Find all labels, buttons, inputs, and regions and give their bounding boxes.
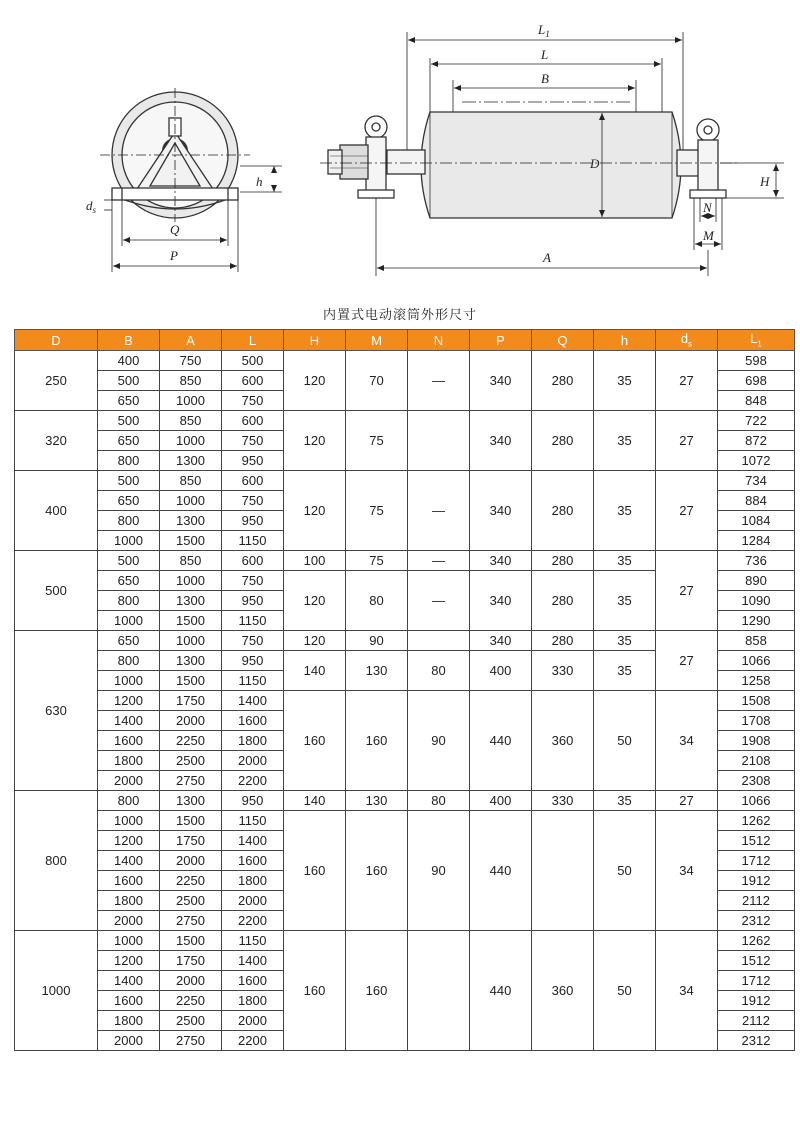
cell-d: 1000 [15, 931, 98, 1051]
cell-b: 650 [98, 491, 160, 511]
cell-l1: 890 [718, 571, 795, 591]
cell-a: 2250 [160, 731, 222, 751]
cell-q: 360 [532, 691, 594, 791]
label-ds: $d_s$ [86, 198, 97, 215]
roller-drawing [0, 0, 800, 300]
cell-h: 160 [284, 691, 346, 791]
cell-b: 1200 [98, 691, 160, 711]
cell-l1: 2108 [718, 751, 795, 771]
cell-b: 650 [98, 631, 160, 651]
table-row [15, 811, 795, 831]
header-m: M [346, 330, 408, 351]
cell-h: 35 [594, 651, 656, 691]
cell-l: 750 [222, 391, 284, 411]
cell-l: 2000 [222, 891, 284, 911]
cell-l1: 1090 [718, 591, 795, 611]
cell-b: 1400 [98, 971, 160, 991]
cell-l: 600 [222, 371, 284, 391]
cell-b: 1200 [98, 951, 160, 971]
cell-a: 2000 [160, 971, 222, 991]
cell-l: 600 [222, 411, 284, 431]
cell-q: 280 [532, 351, 594, 411]
cell-l1: 598 [718, 351, 795, 371]
cell-a: 1000 [160, 571, 222, 591]
label-h: h [256, 174, 263, 189]
cell-n: — [408, 351, 470, 411]
cell-b: 500 [98, 551, 160, 571]
cell-n [408, 931, 470, 1051]
cell-m: 130 [346, 651, 408, 691]
cell-b: 500 [98, 411, 160, 431]
cell-l: 750 [222, 431, 284, 451]
cell-l: 2000 [222, 1011, 284, 1031]
cell-ds: 27 [656, 471, 718, 551]
cell-a: 2250 [160, 871, 222, 891]
cell-l1: 1912 [718, 871, 795, 891]
cell-m: 130 [346, 791, 408, 811]
label-d: D [590, 156, 600, 171]
cell-h: 35 [594, 411, 656, 471]
cell-q: 280 [532, 471, 594, 551]
cell-n: 90 [408, 691, 470, 791]
label-l: L [541, 47, 549, 62]
header-h-lower: h [594, 330, 656, 351]
dimension-table [14, 329, 795, 1051]
cell-l: 1400 [222, 831, 284, 851]
cell-h: 120 [284, 631, 346, 651]
cell-l: 1400 [222, 951, 284, 971]
cell-p: 340 [470, 471, 532, 551]
cell-n: — [408, 551, 470, 571]
cell-h: 50 [594, 811, 656, 931]
cell-n: 80 [408, 791, 470, 811]
cell-l: 1150 [222, 671, 284, 691]
cell-l1: 1284 [718, 531, 795, 551]
cell-b: 800 [98, 511, 160, 531]
cell-b: 1000 [98, 611, 160, 631]
cell-m: 160 [346, 811, 408, 931]
cell-q: 360 [532, 931, 594, 1051]
header-p: P [470, 330, 532, 351]
cell-d: 500 [15, 551, 98, 631]
cell-q: 280 [532, 631, 594, 651]
cell-ds: 27 [656, 551, 718, 631]
cell-p: 440 [470, 691, 532, 791]
cell-b: 1800 [98, 751, 160, 771]
cell-l1: 1508 [718, 691, 795, 711]
cell-h: 120 [284, 571, 346, 631]
cell-b: 650 [98, 391, 160, 411]
cell-l1: 698 [718, 371, 795, 391]
header-d: D [15, 330, 98, 351]
cell-q: 280 [532, 571, 594, 631]
cell-l: 1150 [222, 811, 284, 831]
cell-l: 950 [222, 591, 284, 611]
cell-b: 1800 [98, 1011, 160, 1031]
table-row [15, 471, 795, 491]
cell-d: 400 [15, 471, 98, 551]
cell-d: 250 [15, 351, 98, 411]
cell-l1: 2312 [718, 1031, 795, 1051]
cell-d: 630 [15, 631, 98, 791]
cell-b: 2000 [98, 911, 160, 931]
side-view [328, 112, 726, 218]
cell-l: 600 [222, 471, 284, 491]
cell-l: 950 [222, 511, 284, 531]
cell-a: 2000 [160, 711, 222, 731]
cell-b: 1400 [98, 851, 160, 871]
cell-l: 1600 [222, 971, 284, 991]
cell-a: 2750 [160, 911, 222, 931]
cell-h: 35 [594, 631, 656, 651]
cell-a: 1000 [160, 491, 222, 511]
cell-l: 2200 [222, 911, 284, 931]
cell-h: 120 [284, 411, 346, 471]
cell-l1: 1066 [718, 651, 795, 671]
cell-ds: 27 [656, 351, 718, 411]
cell-a: 750 [160, 351, 222, 371]
cell-b: 2000 [98, 1031, 160, 1051]
cell-l: 2000 [222, 751, 284, 771]
header-ds: $d_s$ [656, 330, 718, 351]
cell-m: 75 [346, 411, 408, 471]
cell-l: 1400 [222, 691, 284, 711]
cell-b: 400 [98, 351, 160, 371]
cell-a: 1500 [160, 931, 222, 951]
table-row [15, 411, 795, 431]
cell-l: 950 [222, 451, 284, 471]
cell-l1: 1262 [718, 931, 795, 951]
cell-a: 2500 [160, 891, 222, 911]
label-a: A [543, 250, 551, 265]
cell-p: 340 [470, 351, 532, 411]
cell-l1: 1712 [718, 971, 795, 991]
cell-l: 1800 [222, 991, 284, 1011]
cell-a: 850 [160, 471, 222, 491]
cell-a: 2500 [160, 751, 222, 771]
cell-n: — [408, 571, 470, 631]
table-row [15, 551, 795, 571]
cell-l1: 1066 [718, 791, 795, 811]
cell-n: 80 [408, 651, 470, 691]
cell-l: 2200 [222, 1031, 284, 1051]
cell-b: 2000 [98, 771, 160, 791]
cell-n: 90 [408, 811, 470, 931]
cell-p: 340 [470, 571, 532, 631]
cell-l: 600 [222, 551, 284, 571]
cell-q: 330 [532, 651, 594, 691]
label-b: B [541, 71, 549, 86]
cell-a: 1300 [160, 451, 222, 471]
cell-q: 330 [532, 791, 594, 811]
cell-l: 1150 [222, 531, 284, 551]
table-row [15, 931, 795, 951]
cell-a: 1500 [160, 671, 222, 691]
cell-l1: 872 [718, 431, 795, 451]
cell-n [408, 411, 470, 471]
cell-b: 800 [98, 451, 160, 471]
cell-b: 1400 [98, 711, 160, 731]
table-title: 内置式电动滚筒外形尺寸 [322, 307, 477, 322]
header-h: H [284, 330, 346, 351]
cell-l1: 1290 [718, 611, 795, 631]
cell-d: 320 [15, 411, 98, 471]
cell-m: 160 [346, 691, 408, 791]
cell-h: 50 [594, 691, 656, 791]
cell-l: 750 [222, 571, 284, 591]
cell-l1: 2112 [718, 891, 795, 911]
cell-a: 1750 [160, 831, 222, 851]
label-h-upper: H [760, 174, 770, 189]
cell-a: 1300 [160, 511, 222, 531]
cell-l: 1150 [222, 931, 284, 951]
header-b: B [98, 330, 160, 351]
table-row [15, 351, 795, 371]
cell-q: 280 [532, 551, 594, 571]
cell-b: 1000 [98, 811, 160, 831]
cell-l: 1600 [222, 711, 284, 731]
cell-a: 850 [160, 411, 222, 431]
cell-a: 1500 [160, 531, 222, 551]
cell-b: 1600 [98, 871, 160, 891]
cell-a: 1300 [160, 651, 222, 671]
table-body [15, 351, 795, 1051]
cell-b: 1000 [98, 671, 160, 691]
cell-l1: 848 [718, 391, 795, 411]
cell-h: 35 [594, 471, 656, 551]
header-n: N [408, 330, 470, 351]
label-q: Q [170, 222, 180, 237]
cell-b: 650 [98, 571, 160, 591]
cell-l1: 858 [718, 631, 795, 651]
cell-b: 800 [98, 651, 160, 671]
cell-m: 80 [346, 571, 408, 631]
cell-a: 2750 [160, 1031, 222, 1051]
cell-m: 70 [346, 351, 408, 411]
cell-ds: 27 [656, 791, 718, 811]
cell-l: 750 [222, 631, 284, 651]
cell-a: 1750 [160, 691, 222, 711]
cell-l1: 1258 [718, 671, 795, 691]
header-l: L [222, 330, 284, 351]
header-row [15, 330, 795, 351]
cell-h: 35 [594, 571, 656, 631]
cell-h: 140 [284, 791, 346, 811]
cell-m: 75 [346, 471, 408, 551]
cell-b: 650 [98, 431, 160, 451]
label-m: M [703, 228, 714, 243]
cell-l1: 1072 [718, 451, 795, 471]
cell-l1: 1908 [718, 731, 795, 751]
cell-b: 800 [98, 791, 160, 811]
cell-l1: 734 [718, 471, 795, 491]
cell-b: 1800 [98, 891, 160, 911]
cell-l1: 884 [718, 491, 795, 511]
cell-l1: 736 [718, 551, 795, 571]
cell-b: 1000 [98, 931, 160, 951]
table-row [15, 791, 795, 811]
cell-d: 800 [15, 791, 98, 931]
cell-p: 400 [470, 791, 532, 811]
cell-h: 100 [284, 551, 346, 571]
label-p: P [170, 248, 178, 263]
cell-l1: 2312 [718, 911, 795, 931]
cell-l1: 1912 [718, 991, 795, 1011]
cell-h: 35 [594, 351, 656, 411]
table-row [15, 691, 795, 711]
cell-p: 440 [470, 931, 532, 1051]
cell-ds: 34 [656, 931, 718, 1051]
cell-l1: 2308 [718, 771, 795, 791]
cell-n: — [408, 471, 470, 551]
cell-a: 1000 [160, 391, 222, 411]
cell-m: 160 [346, 931, 408, 1051]
cell-l: 1600 [222, 851, 284, 871]
cell-l: 2200 [222, 771, 284, 791]
cell-h: 120 [284, 351, 346, 411]
cell-q: 280 [532, 411, 594, 471]
cell-p: 340 [470, 631, 532, 651]
cell-p: 440 [470, 811, 532, 931]
cell-b: 1200 [98, 831, 160, 851]
header-a: A [160, 330, 222, 351]
cell-a: 2500 [160, 1011, 222, 1031]
cell-l1: 722 [718, 411, 795, 431]
cell-a: 2250 [160, 991, 222, 1011]
cell-h: 140 [284, 651, 346, 691]
cell-b: 1600 [98, 991, 160, 1011]
cell-m: 90 [346, 631, 408, 651]
cell-l1: 1084 [718, 511, 795, 531]
cell-h: 35 [594, 551, 656, 571]
cell-p: 340 [470, 411, 532, 471]
cell-h: 160 [284, 811, 346, 931]
cell-l1: 1712 [718, 851, 795, 871]
cell-a: 1000 [160, 631, 222, 651]
cell-b: 1000 [98, 531, 160, 551]
header-l1: $L_1$ [718, 330, 795, 351]
cell-b: 500 [98, 371, 160, 391]
label-n: N [703, 200, 712, 215]
cell-n [408, 631, 470, 651]
cell-h: 160 [284, 931, 346, 1051]
cell-q [532, 811, 594, 931]
cell-p: 400 [470, 651, 532, 691]
cell-l: 950 [222, 651, 284, 671]
cell-m: 75 [346, 551, 408, 571]
cell-l1: 1512 [718, 831, 795, 851]
cell-h: 120 [284, 471, 346, 551]
cell-l1: 1262 [718, 811, 795, 831]
cell-a: 1750 [160, 951, 222, 971]
cell-b: 500 [98, 471, 160, 491]
cell-a: 2750 [160, 771, 222, 791]
cell-b: 800 [98, 591, 160, 611]
cell-l: 1800 [222, 871, 284, 891]
cell-a: 1300 [160, 591, 222, 611]
cell-l1: 2112 [718, 1011, 795, 1031]
cell-l: 1800 [222, 731, 284, 751]
cell-a: 850 [160, 371, 222, 391]
label-l1: $L_1$ [538, 22, 550, 39]
cell-ds: 34 [656, 811, 718, 931]
cell-ds_a: 27 [656, 631, 718, 691]
cell-l1: 1708 [718, 711, 795, 731]
cell-a: 1500 [160, 611, 222, 631]
header-q: Q [532, 330, 594, 351]
cell-ds_b: 34 [656, 691, 718, 791]
cell-b: 1600 [98, 731, 160, 751]
table-row [15, 631, 795, 651]
cell-l: 1150 [222, 611, 284, 631]
cell-ds: 27 [656, 411, 718, 471]
cell-l: 500 [222, 351, 284, 371]
cell-a: 2000 [160, 851, 222, 871]
cell-l: 750 [222, 491, 284, 511]
cell-l1: 1512 [718, 951, 795, 971]
cell-h: 50 [594, 931, 656, 1051]
cell-p: 340 [470, 551, 532, 571]
cell-a: 850 [160, 551, 222, 571]
cell-a: 1500 [160, 811, 222, 831]
cell-a: 1300 [160, 791, 222, 811]
cell-a: 1000 [160, 431, 222, 451]
cell-l: 950 [222, 791, 284, 811]
cell-h: 35 [594, 791, 656, 811]
